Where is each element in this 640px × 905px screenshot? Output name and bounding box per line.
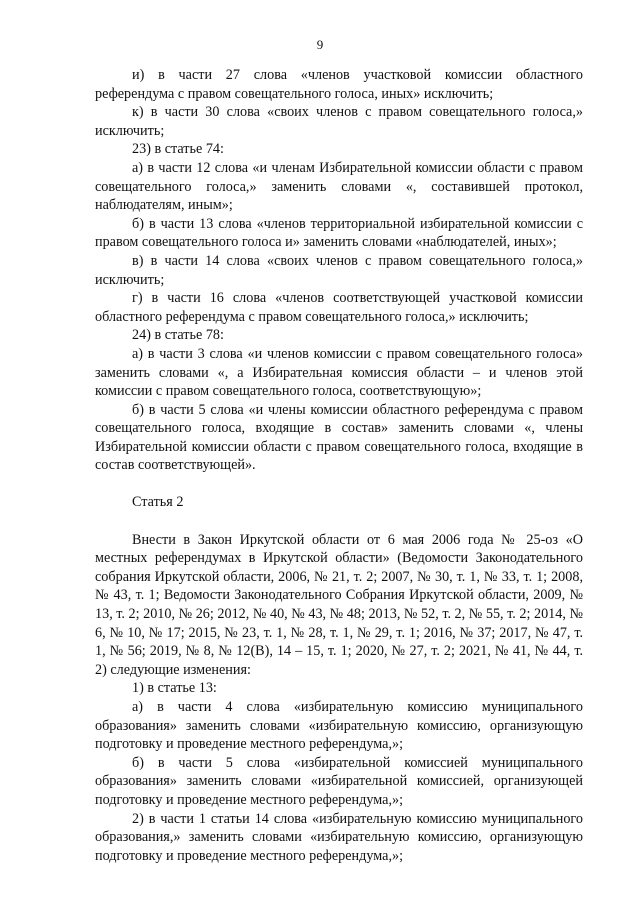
paragraph-b-part-5-art-13: б) в части 5 слова «избирательной комиссией муниципального образования» заменить словами «избирательной комиссией, организующей подготовку и проведение местного референдума,»; xyxy=(95,754,583,808)
item-24-article-78: 24) в статье 78: xyxy=(132,327,224,344)
paragraph-g-part-16: г) в части 16 слова «членов соответствующей участковой комиссии областного референдума с правом совещательного голоса,» исключить; xyxy=(95,290,583,325)
page-number: 9 xyxy=(316,37,324,52)
item-2-article-14: 2) в части 1 статьи 14 слова «избирательную комиссию муниципального образования,» заменить словами «избирательную комиссию, организующую подготовку и проведение местного референдума,»; xyxy=(95,810,583,864)
paragraph-a-part-3: а) в части 3 слова «и членов комиссии с правом совещательного голоса» заменить словами «, а Избирательная комиссия области – и членов этой комиссии с правом совещательного голоса, соответствующую»; xyxy=(95,345,583,400)
amendment-intro-paragraph: Внести в Закон Иркутской области от 6 мая 2006 года № 25-оз «О местных референдумах в Иркутской области» (Ведомости Законодательного собрания Иркутской области, 2006, № 21, т. 2; 2007, № 30, т. 1, № 33, т. 1; 2008, № 43, т. 1; Ведомости Законодательного Собрания Иркутской области, 2009, № 13, т. 2; 2010, № 26; 2012, № 40, № 43, № 48; 2013, № 52, т. 2, № 55, т. 2; 2014, № 6, № 10, № 17; 2015, № 23, т. 1, № 28, т. 1, № 29, т. 1; 2016, № 37; 2017, № 47, т. 1, № 56; 2019, № 8, № 12(В), 14 – 15, т. 1; 2020, № 27, т. 2; 2021, № 41, № 44, т. 2) следующие изменения: xyxy=(95,531,583,678)
paragraph-a-part-12: а) в части 12 слова «и членам Избирательной комиссии области с правом совещательного голоса,» заменить словами «, составившей протокол, наблюдателям, иным»; xyxy=(95,159,583,214)
item-1-article-13: 1) в статье 13: xyxy=(132,680,217,697)
paragraph-i-part-27: и) в части 27 слова «членов участковой комиссии областного референдума с правом совещательного голоса, иных» исключить; xyxy=(95,67,583,102)
paragraph-b-part-5: б) в части 5 слова «и члены комиссии областного референдума с правом совещательного голоса, входящие в состав» заменить словами «, члены Избирательной комиссии области с правом совещательного голоса, входящие в состав соответствующей». xyxy=(95,401,583,474)
item-23-article-74: 23) в статье 74: xyxy=(132,141,224,158)
paragraph-b-part-13: б) в части 13 слова «членов территориальной избирательной комиссии с правом совещательного голоса и» заменить словами «наблюдателей, иных»; xyxy=(95,215,583,251)
paragraph-v-part-14: в) в части 14 слова «своих членов с правом совещательного голоса,» исключить; xyxy=(95,252,583,288)
article-2-heading: Статья 2 xyxy=(132,494,184,511)
paragraph-k-part-30: к) в части 30 слова «своих членов с правом совещательного голоса,» исключить; xyxy=(95,104,583,139)
document-body xyxy=(95,66,583,865)
paragraph-a-part-4: а) в части 4 слова «избирательную комиссию муниципального образования» заменить словами «избирательную комиссию, организующую подготовку и проведение местного референдума,»; xyxy=(95,699,583,753)
